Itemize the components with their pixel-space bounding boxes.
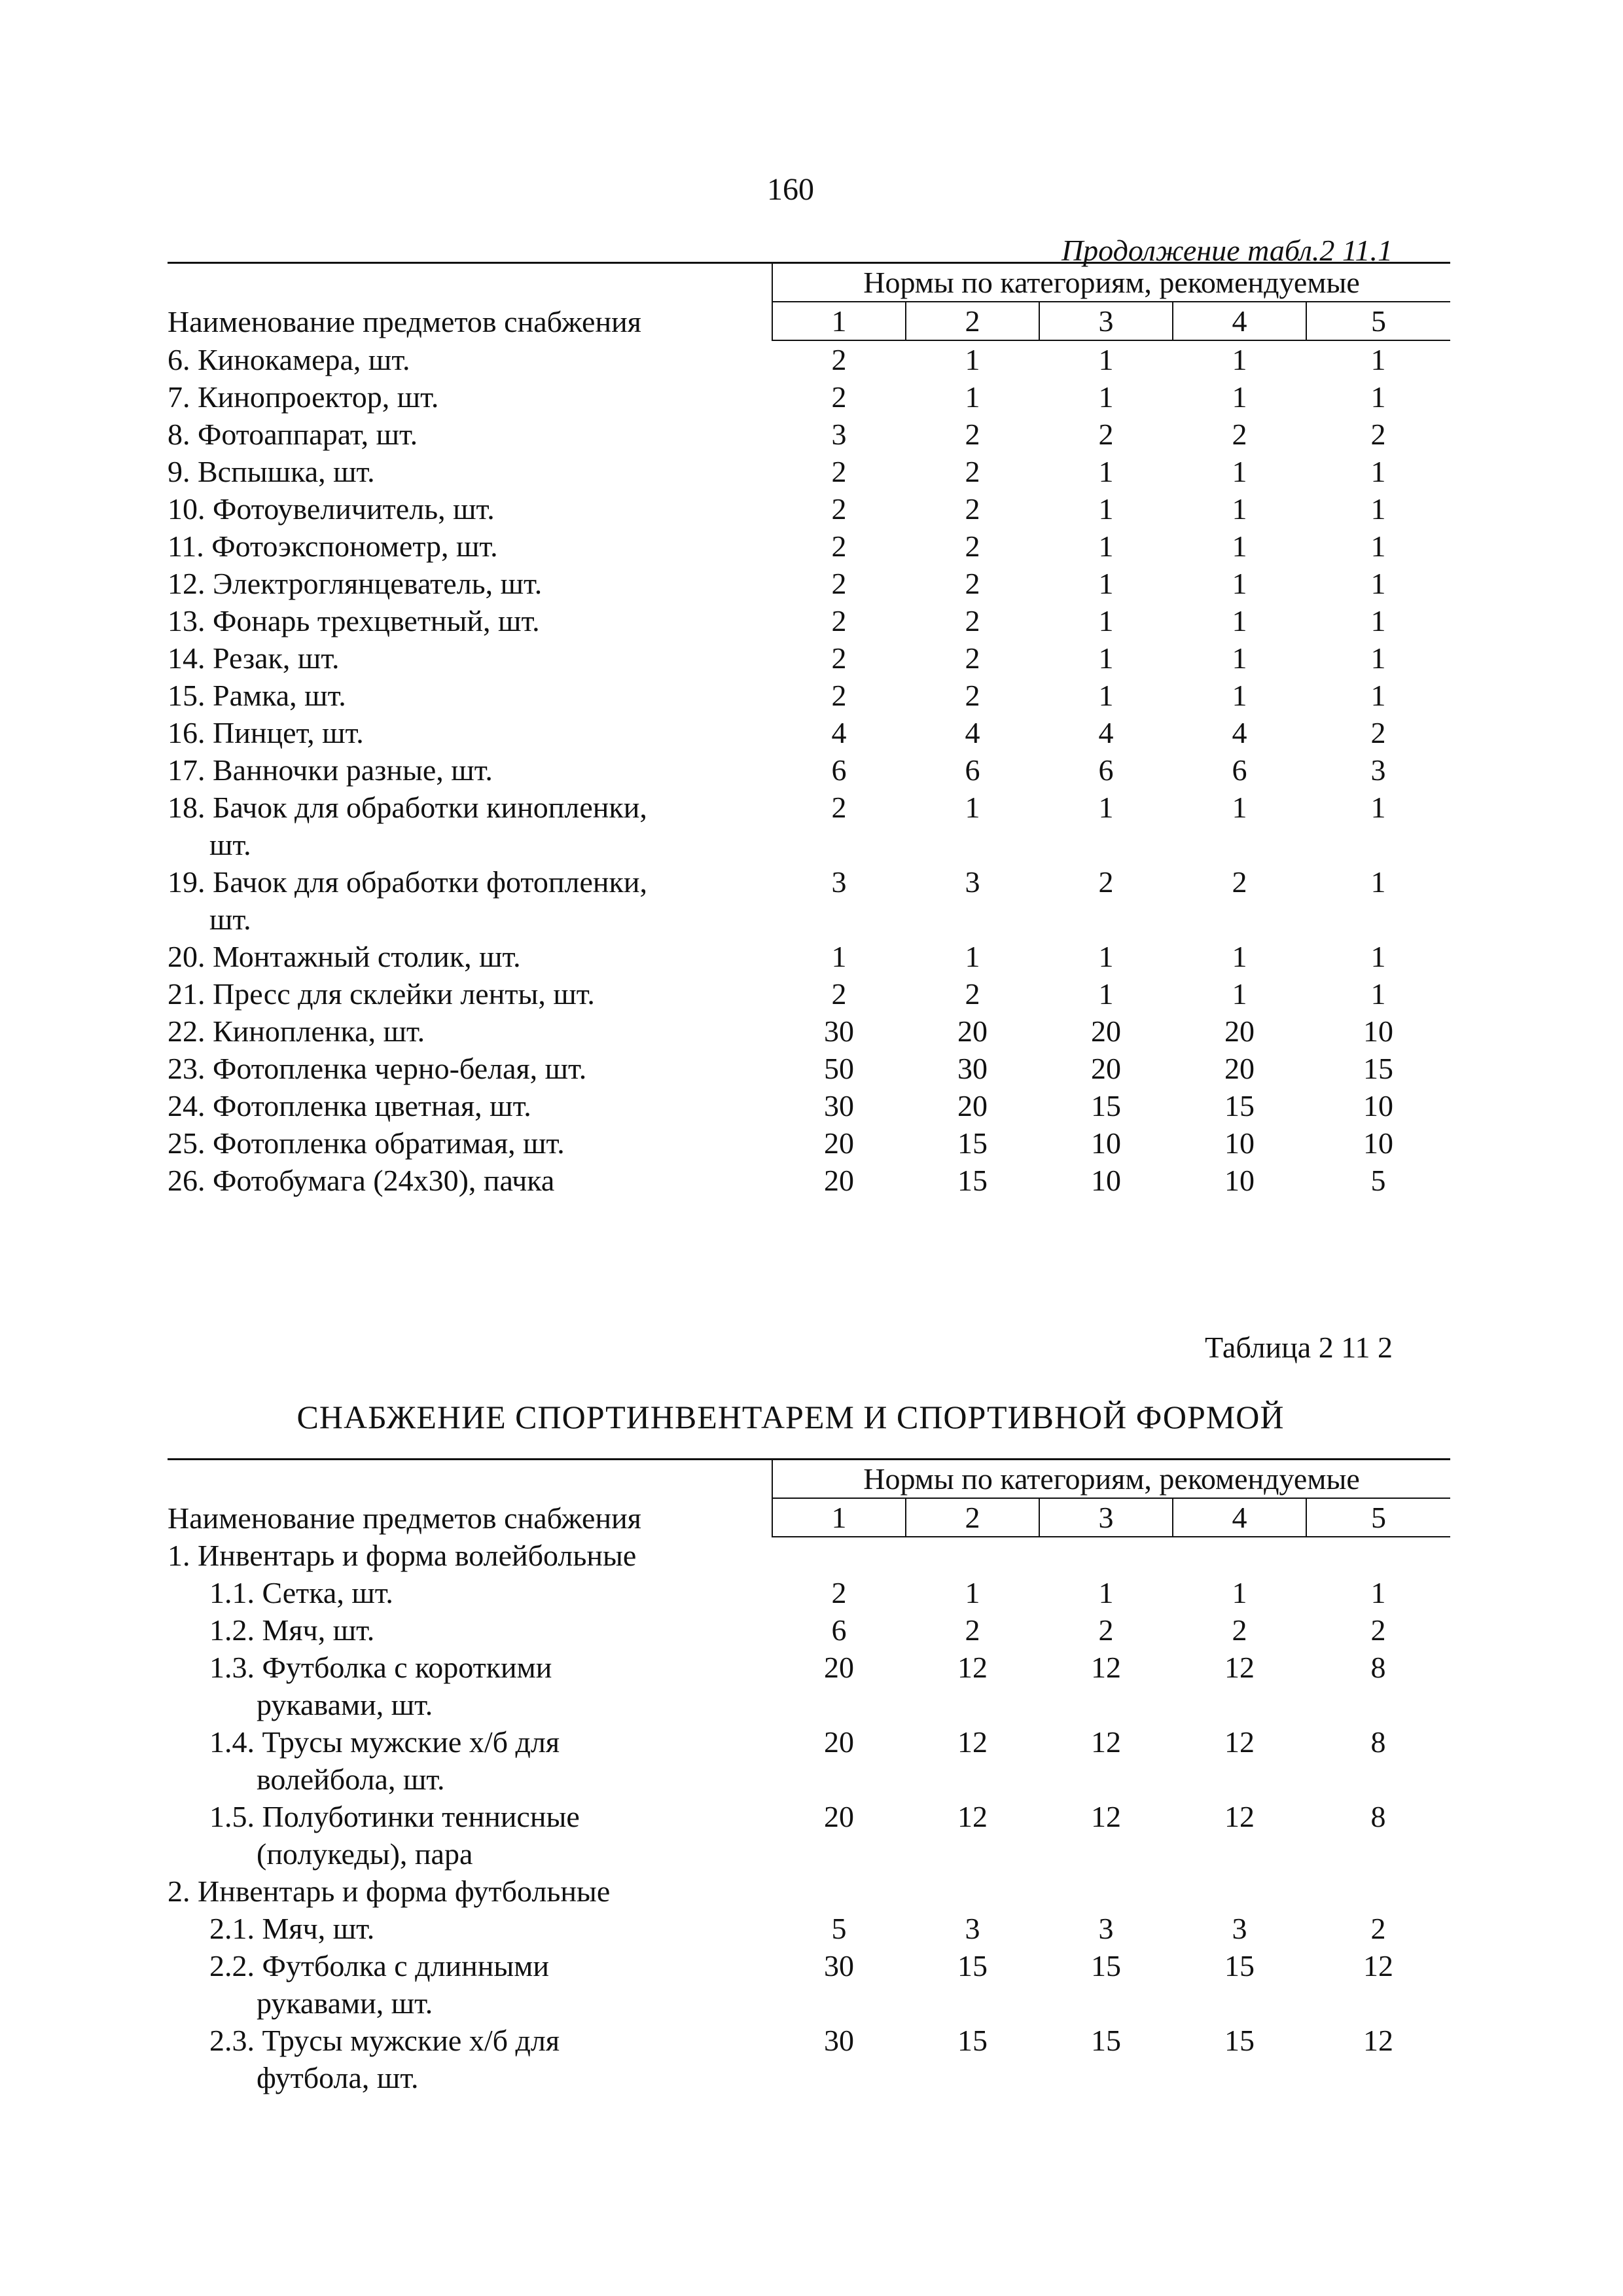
table-row <box>168 975 1450 1013</box>
category-header: 5 <box>1306 1498 1450 1537</box>
norm-value-cat-2: 2 <box>965 1613 980 1647</box>
category-header: 1 <box>772 302 906 340</box>
norm-value-cat-2: 1 <box>965 791 980 824</box>
norm-value-cat-3: 10 <box>1091 1126 1121 1160</box>
norm-value-cat-3: 20 <box>1091 1052 1121 1085</box>
category-header: 5 <box>1306 302 1450 340</box>
category-header: 3 <box>1039 302 1173 340</box>
item-name-line: 23. Фотопленка черно-белая, шт. <box>168 1052 587 1085</box>
norm-value-cat-4: 1 <box>1232 380 1247 414</box>
item-name <box>168 639 772 677</box>
table-row <box>168 751 1450 789</box>
item-name-continuation: рукавами, шт. <box>257 1986 433 2020</box>
norm-value-cat-3: 1 <box>1098 604 1114 637</box>
norm-value-cat-1: 6 <box>831 1613 847 1647</box>
norm-value-cat-1: 50 <box>824 1052 854 1085</box>
table-row <box>168 938 1450 975</box>
norm-value-cat-5: 12 <box>1363 2024 1394 2057</box>
item-name-line: 13. Фонарь трехцветный, шт. <box>168 604 540 637</box>
norm-value-cat-2: 1 <box>965 343 980 376</box>
item-name <box>168 751 772 789</box>
item-name-line: 1.4. Трусы мужские х/б для <box>209 1725 560 1759</box>
norm-value-cat-5: 1 <box>1370 791 1386 824</box>
item-name <box>168 2022 772 2096</box>
table-row <box>168 1124 1450 1162</box>
item-name-line: 7. Кинопроектор, шт. <box>168 380 439 414</box>
norm-value-cat-2: 1 <box>965 1576 980 1609</box>
norm-value-cat-1: 30 <box>824 1089 854 1122</box>
norm-value-cat-1: 20 <box>824 1126 854 1160</box>
norm-value-cat-4: 3 <box>1232 1912 1247 1945</box>
table-row <box>168 1873 1450 1910</box>
item-name <box>168 490 772 528</box>
norm-value-cat-5 <box>1306 1873 1450 1910</box>
item-name <box>168 453 772 490</box>
item-name-line: 22. Кинопленка, шт. <box>168 1014 425 1048</box>
item-name-line: 1.1. Сетка, шт. <box>209 1576 393 1609</box>
norm-value-cat-3: 1 <box>1098 977 1114 1011</box>
item-name-line: 20. Монтажный столик, шт. <box>168 940 521 973</box>
norm-value-cat-2: 30 <box>957 1052 988 1085</box>
norm-value-cat-2: 15 <box>957 1949 988 1982</box>
norm-value-cat-3: 2 <box>1098 418 1114 451</box>
norm-value-cat-1: 30 <box>824 1014 854 1048</box>
item-name-line: 1.3. Футболка с короткими <box>209 1651 552 1684</box>
norm-value-cat-4: 15 <box>1224 1089 1255 1122</box>
item-name <box>168 1050 772 1087</box>
item-name <box>168 565 772 602</box>
item-name-line: 8. Фотоаппарат, шт. <box>168 418 418 451</box>
norm-value-cat-1: 3 <box>831 865 847 899</box>
table-body <box>168 1537 1450 2096</box>
table-header-row <box>168 263 1450 302</box>
norm-value-cat-2: 15 <box>957 1164 988 1197</box>
norm-value-cat-3: 20 <box>1091 1014 1121 1048</box>
norm-value-cat-2: 2 <box>965 529 980 563</box>
item-name <box>168 1910 772 1947</box>
norm-value-cat-4: 6 <box>1232 753 1247 787</box>
norm-value-cat-5: 8 <box>1370 1800 1386 1833</box>
norm-value-cat-2 <box>906 1873 1039 1910</box>
norm-value-cat-5: 1 <box>1370 604 1386 637</box>
norm-value-cat-5: 1 <box>1370 977 1386 1011</box>
table-row <box>168 602 1450 639</box>
norm-value-cat-3: 1 <box>1098 529 1114 563</box>
item-name <box>168 378 772 416</box>
category-header: 2 <box>906 1498 1039 1537</box>
norm-value-cat-3: 15 <box>1091 1949 1121 1982</box>
norm-value-cat-3: 2 <box>1098 865 1114 899</box>
norm-value-cat-1: 30 <box>824 2024 854 2057</box>
norm-value-cat-5: 10 <box>1363 1014 1394 1048</box>
item-name <box>168 528 772 565</box>
name-column-header: Наименование предметов снабжения <box>168 1460 772 1537</box>
norm-value-cat-3: 2 <box>1098 1613 1114 1647</box>
norm-value-cat-1: 6 <box>831 753 847 787</box>
norm-value-cat-5 <box>1306 1537 1450 1574</box>
item-name <box>168 1611 772 1649</box>
supply-table-2 <box>168 1458 1450 2096</box>
norm-value-cat-1: 20 <box>824 1651 854 1684</box>
norm-value-cat-3: 1 <box>1098 940 1114 973</box>
category-header: 1 <box>772 1498 906 1537</box>
table-row <box>168 1162 1450 1199</box>
norm-value-cat-5: 1 <box>1370 343 1386 376</box>
norm-value-cat-5: 3 <box>1370 753 1386 787</box>
table-row <box>168 677 1450 714</box>
item-name-line: 2.1. Мяч, шт. <box>209 1912 375 1945</box>
item-name <box>168 677 772 714</box>
item-name-line: 10. Фотоувеличитель, шт. <box>168 492 495 526</box>
norm-value-cat-1: 2 <box>831 567 847 600</box>
table-row <box>168 565 1450 602</box>
table-row <box>168 863 1450 938</box>
table-row <box>168 1798 1450 1873</box>
norm-value-cat-2: 6 <box>965 753 980 787</box>
item-name-line: 21. Пресс для склейки ленты, шт. <box>168 977 595 1011</box>
table-row <box>168 639 1450 677</box>
item-name <box>168 340 772 378</box>
norm-value-cat-1 <box>772 1537 906 1574</box>
norm-value-cat-4: 12 <box>1224 1651 1255 1684</box>
norm-value-cat-5: 2 <box>1370 716 1386 749</box>
norm-value-cat-2: 2 <box>965 418 980 451</box>
item-name <box>168 1649 772 1723</box>
norm-value-cat-4: 2 <box>1232 865 1247 899</box>
norm-value-cat-4: 1 <box>1232 977 1247 1011</box>
norm-value-cat-4: 1 <box>1232 791 1247 824</box>
norm-value-cat-2: 12 <box>957 1800 988 1833</box>
norm-value-cat-3: 12 <box>1091 1725 1121 1759</box>
item-name <box>168 863 772 938</box>
norm-value-cat-5: 5 <box>1370 1164 1386 1197</box>
norm-value-cat-3: 1 <box>1098 641 1114 675</box>
norm-value-cat-2: 3 <box>965 865 980 899</box>
table-row <box>168 1574 1450 1611</box>
table-header-row <box>168 1460 1450 1499</box>
table-row <box>168 1649 1450 1723</box>
item-name-line: 18. Бачок для обработки кинопленки, <box>168 791 647 824</box>
norm-value-cat-5: 10 <box>1363 1089 1394 1122</box>
norm-value-cat-1: 5 <box>831 1912 847 1945</box>
item-name-line: 15. Рамка, шт. <box>168 679 346 712</box>
table-row <box>168 789 1450 863</box>
norm-value-cat-2: 20 <box>957 1089 988 1122</box>
norm-value-cat-1: 20 <box>824 1800 854 1833</box>
norm-value-cat-4: 1 <box>1232 343 1247 376</box>
table-row <box>168 714 1450 751</box>
norm-value-cat-2: 20 <box>957 1014 988 1048</box>
item-name <box>168 1723 772 1798</box>
norm-value-cat-2: 4 <box>965 716 980 749</box>
norm-value-cat-2: 2 <box>965 492 980 526</box>
norm-value-cat-5: 15 <box>1363 1052 1394 1085</box>
norm-value-cat-5: 1 <box>1370 529 1386 563</box>
table-body <box>168 340 1450 1199</box>
norm-value-cat-3: 10 <box>1091 1164 1121 1197</box>
table-row <box>168 528 1450 565</box>
norm-value-cat-1: 2 <box>831 343 847 376</box>
norm-value-cat-5: 1 <box>1370 492 1386 526</box>
norm-value-cat-4: 1 <box>1232 1576 1247 1609</box>
item-name-continuation: рукавами, шт. <box>257 1688 433 1721</box>
norm-value-cat-2: 1 <box>965 940 980 973</box>
table-row <box>168 1050 1450 1087</box>
norm-value-cat-2: 2 <box>965 977 980 1011</box>
norm-value-cat-1: 20 <box>824 1164 854 1197</box>
norm-value-cat-5: 1 <box>1370 641 1386 675</box>
norm-value-cat-1: 2 <box>831 380 847 414</box>
norm-value-cat-4: 20 <box>1224 1052 1255 1085</box>
table-row <box>168 1910 1450 1947</box>
item-name-continuation: волейбола, шт. <box>257 1763 445 1796</box>
norm-value-cat-3: 1 <box>1098 343 1114 376</box>
item-name <box>168 1798 772 1873</box>
table-row <box>168 1723 1450 1798</box>
item-name <box>168 416 772 453</box>
norm-value-cat-4: 1 <box>1232 604 1247 637</box>
norm-value-cat-4 <box>1173 1537 1306 1574</box>
norm-value-cat-1: 2 <box>831 604 847 637</box>
norm-value-cat-2 <box>906 1537 1039 1574</box>
norm-value-cat-4: 15 <box>1224 2024 1255 2057</box>
norm-value-cat-5: 1 <box>1370 940 1386 973</box>
norms-column-header: Нормы по категориям, рекомендуемые <box>772 263 1450 302</box>
category-header: 3 <box>1039 1498 1173 1537</box>
norm-value-cat-1: 1 <box>831 940 847 973</box>
norms-column-header: Нормы по категориям, рекомендуемые <box>772 1460 1450 1499</box>
item-name-continuation: шт. <box>209 903 251 936</box>
norm-value-cat-5: 2 <box>1370 418 1386 451</box>
norm-value-cat-5: 8 <box>1370 1725 1386 1759</box>
norm-value-cat-3: 15 <box>1091 1089 1121 1122</box>
norm-value-cat-2: 12 <box>957 1651 988 1684</box>
norm-value-cat-5: 1 <box>1370 380 1386 414</box>
table-row <box>168 416 1450 453</box>
norm-value-cat-2: 2 <box>965 641 980 675</box>
supply-table-1 <box>168 262 1450 1199</box>
item-name-line: 19. Бачок для обработки фотопленки, <box>168 865 647 899</box>
page-number: 160 <box>767 172 814 207</box>
item-name <box>168 1873 772 1910</box>
item-name-line: 2.3. Трусы мужские х/б для <box>209 2024 560 2057</box>
norm-value-cat-3: 1 <box>1098 791 1114 824</box>
norm-value-cat-5: 12 <box>1363 1949 1394 1982</box>
norm-value-cat-1: 2 <box>831 641 847 675</box>
norm-value-cat-3: 12 <box>1091 1800 1121 1833</box>
category-header: 4 <box>1173 1498 1306 1537</box>
category-header: 2 <box>906 302 1039 340</box>
table-row <box>168 1087 1450 1124</box>
norm-value-cat-3: 1 <box>1098 380 1114 414</box>
item-name-line: 1.2. Мяч, шт. <box>209 1613 375 1647</box>
norm-value-cat-1: 2 <box>831 492 847 526</box>
norm-value-cat-2: 2 <box>965 604 980 637</box>
norm-value-cat-2: 12 <box>957 1725 988 1759</box>
item-name <box>168 975 772 1013</box>
item-name-line: 1.5. Полуботинки теннисные <box>209 1800 580 1833</box>
item-name <box>168 1124 772 1162</box>
norm-value-cat-4: 10 <box>1224 1126 1255 1160</box>
norm-value-cat-5: 2 <box>1370 1613 1386 1647</box>
norm-value-cat-2: 15 <box>957 2024 988 2057</box>
item-name <box>168 938 772 975</box>
item-name <box>168 602 772 639</box>
norm-value-cat-3 <box>1039 1537 1173 1574</box>
norm-value-cat-1: 2 <box>831 977 847 1011</box>
norm-value-cat-3: 12 <box>1091 1651 1121 1684</box>
norm-value-cat-3: 1 <box>1098 679 1114 712</box>
norm-value-cat-5: 1 <box>1370 865 1386 899</box>
item-name-line: 2.2. Футболка с длинными <box>209 1949 550 1982</box>
item-name-line: 25. Фотопленка обратимая, шт. <box>168 1126 565 1160</box>
table-number: Таблица 2 11 2 <box>1204 1331 1393 1364</box>
table-row <box>168 2022 1450 2096</box>
norm-value-cat-5: 10 <box>1363 1126 1394 1160</box>
norm-value-cat-3: 3 <box>1098 1912 1114 1945</box>
norm-value-cat-1: 2 <box>831 791 847 824</box>
table-row <box>168 1537 1450 1574</box>
norm-value-cat-2: 2 <box>965 567 980 600</box>
item-name <box>168 1574 772 1611</box>
norm-value-cat-4: 2 <box>1232 418 1247 451</box>
norm-value-cat-4: 1 <box>1232 529 1247 563</box>
item-name-continuation: (полукеды), пара <box>257 1837 473 1871</box>
norm-value-cat-3: 1 <box>1098 455 1114 488</box>
item-name <box>168 1537 772 1574</box>
norm-value-cat-4: 12 <box>1224 1725 1255 1759</box>
norm-value-cat-1: 2 <box>831 679 847 712</box>
norm-value-cat-1: 2 <box>831 455 847 488</box>
norm-value-cat-1: 4 <box>831 716 847 749</box>
item-name-line: 2. Инвентарь и форма футбольные <box>168 1874 611 1908</box>
norm-value-cat-4 <box>1173 1873 1306 1910</box>
item-name <box>168 714 772 751</box>
norm-value-cat-1: 3 <box>831 418 847 451</box>
norm-value-cat-4: 15 <box>1224 1949 1255 1982</box>
norm-value-cat-1: 30 <box>824 1949 854 1982</box>
norm-value-cat-3: 4 <box>1098 716 1114 749</box>
norm-value-cat-1: 2 <box>831 529 847 563</box>
norm-value-cat-4: 1 <box>1232 679 1247 712</box>
item-name <box>168 1087 772 1124</box>
norm-value-cat-3: 1 <box>1098 492 1114 526</box>
norm-value-cat-2: 2 <box>965 455 980 488</box>
norm-value-cat-4: 2 <box>1232 1613 1247 1647</box>
table-row <box>168 1611 1450 1649</box>
name-column-header: Наименование предметов снабжения <box>168 263 772 341</box>
table-row <box>168 340 1450 378</box>
norm-value-cat-5: 1 <box>1370 455 1386 488</box>
item-name-line: 24. Фотопленка цветная, шт. <box>168 1089 531 1122</box>
norm-value-cat-4: 1 <box>1232 641 1247 675</box>
table-row <box>168 490 1450 528</box>
norm-value-cat-4: 1 <box>1232 940 1247 973</box>
table-row <box>168 1013 1450 1050</box>
norm-value-cat-5: 1 <box>1370 567 1386 600</box>
norm-value-cat-2: 1 <box>965 380 980 414</box>
item-name-line: 9. Вспышка, шт. <box>168 455 375 488</box>
norm-value-cat-5: 8 <box>1370 1651 1386 1684</box>
norm-value-cat-4: 1 <box>1232 567 1247 600</box>
norm-value-cat-2: 3 <box>965 1912 980 1945</box>
norm-value-cat-1: 2 <box>831 1576 847 1609</box>
norm-value-cat-3 <box>1039 1873 1173 1910</box>
norm-value-cat-3: 1 <box>1098 567 1114 600</box>
norm-value-cat-4: 10 <box>1224 1164 1255 1197</box>
norm-value-cat-4: 12 <box>1224 1800 1255 1833</box>
item-name-line: 6. Кинокамера, шт. <box>168 342 410 376</box>
norm-value-cat-4: 1 <box>1232 455 1247 488</box>
item-name-line: 12. Электроглянцеватель, шт. <box>168 567 543 600</box>
item-name <box>168 1013 772 1050</box>
norm-value-cat-4: 20 <box>1224 1014 1255 1048</box>
item-name <box>168 1162 772 1199</box>
norm-value-cat-1: 20 <box>824 1725 854 1759</box>
item-name-line: 14. Резак, шт. <box>168 641 340 675</box>
norm-value-cat-2: 2 <box>965 679 980 712</box>
table-row <box>168 453 1450 490</box>
category-header: 4 <box>1173 302 1306 340</box>
norm-value-cat-4: 4 <box>1232 716 1247 749</box>
item-name-continuation: футбола, шт. <box>257 2061 419 2094</box>
table-row <box>168 378 1450 416</box>
section-title: СНАБЖЕНИЕ СПОРТИНВЕНТАРЕМ И СПОРТИВНОЙ ФОРМОЙ <box>296 1399 1285 1435</box>
norm-value-cat-3: 1 <box>1098 1576 1114 1609</box>
item-name-line: 1. Инвентарь и форма волейбольные <box>168 1539 637 1572</box>
norm-value-cat-1 <box>772 1873 906 1910</box>
continuation-label: Продолжение табл.2 11.1 <box>1061 234 1393 267</box>
item-name <box>168 789 772 863</box>
item-name <box>168 1947 772 2022</box>
item-name-line: 16. Пинцет, шт. <box>168 716 364 749</box>
norm-value-cat-5: 1 <box>1370 1576 1386 1609</box>
norm-value-cat-4: 1 <box>1232 492 1247 526</box>
norm-value-cat-3: 15 <box>1091 2024 1121 2057</box>
norm-value-cat-5: 1 <box>1370 679 1386 712</box>
norm-value-cat-2: 15 <box>957 1126 988 1160</box>
item-name-line: 26. Фотобумага (24х30), пачка <box>168 1164 555 1197</box>
item-name-line: 17. Ванночки разные, шт. <box>168 753 493 787</box>
item-name-line: 11. Фотоэкспонометр, шт. <box>168 529 498 563</box>
norm-value-cat-5: 2 <box>1370 1912 1386 1945</box>
table-row <box>168 1947 1450 2022</box>
norm-value-cat-3: 6 <box>1098 753 1114 787</box>
item-name-continuation: шт. <box>209 828 251 861</box>
